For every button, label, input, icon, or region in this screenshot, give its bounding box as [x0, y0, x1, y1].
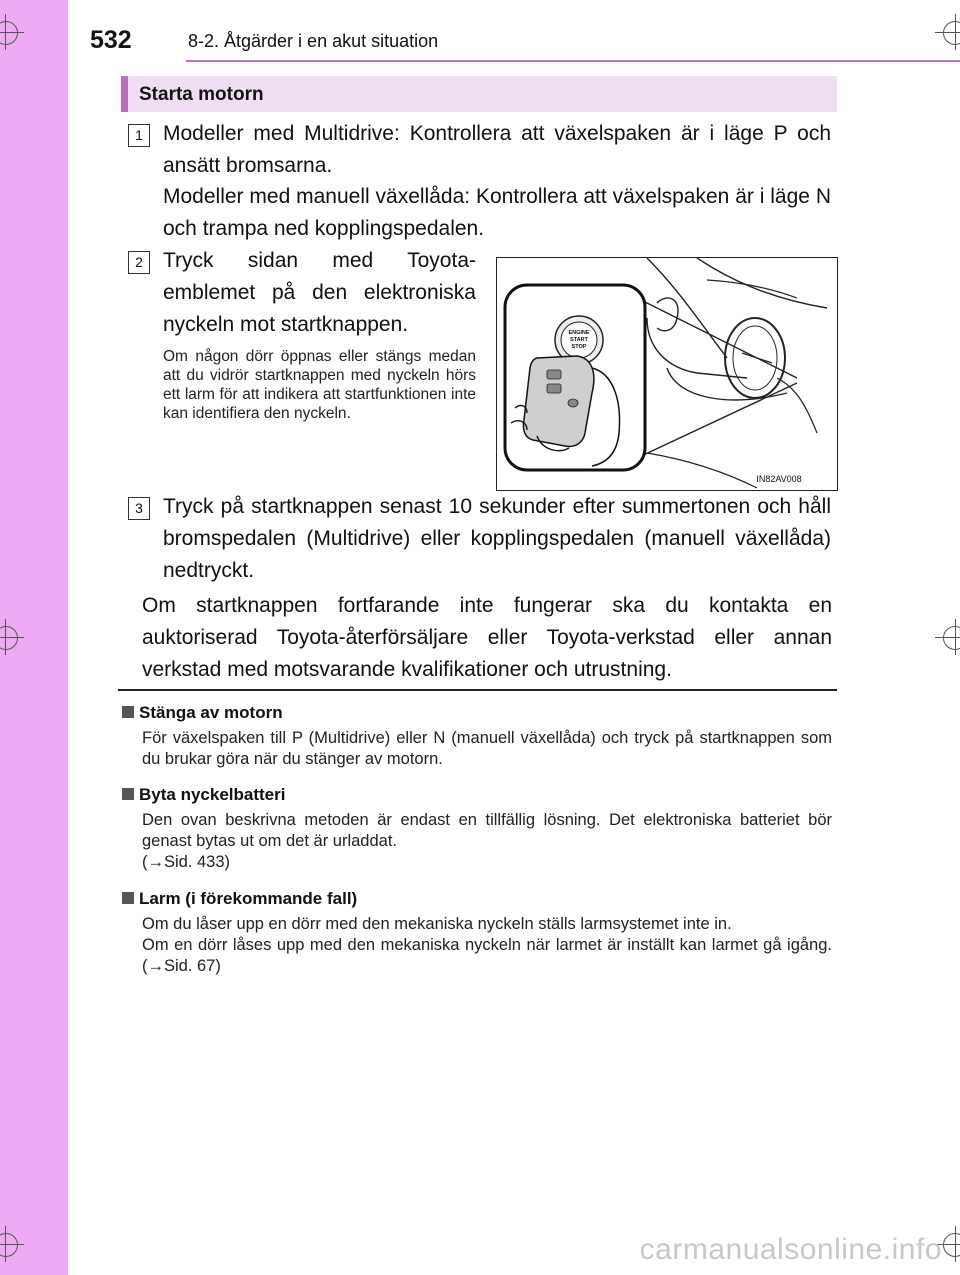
info-body: Om du låser upp en dörr med den mekaniska nyckeln ställs larmsystemet inte in.: [142, 915, 732, 933]
step-1-line-1: Modeller med Multidrive: Kontrollera att växelspaken är i läge P och ansätt bromsarna.: [163, 122, 831, 177]
crop-mark: [943, 1233, 960, 1257]
info-body-2: Om en dörr låses upp med den mekaniska nyckeln när larmet är inställt kan larmet gå igång. (→Sid. 67): [142, 936, 832, 975]
subheading-accent: [121, 76, 128, 112]
bullet-square-icon: [122, 706, 134, 718]
info-title: Larm (i förekommande fall): [139, 889, 358, 908]
button-text-engine: ENGINE: [568, 330, 590, 336]
button-text-stop: STOP: [571, 344, 587, 350]
step-number-1: 1: [128, 124, 150, 147]
bullet-square-icon: [122, 892, 134, 904]
info-stop-engine: [122, 702, 832, 770]
section-divider: [118, 689, 837, 691]
after-steps-paragraph: Om startknappen fortfarande inte fungerar ska du kontakta en auktoriserad Toyota-återförsäljare eller Toyota-verkstad eller annan verkstad med motsvarande kvalifikationer och utrustning.: [142, 594, 832, 681]
bullet-square-icon: [122, 788, 134, 800]
watermark: carmanualsonline.info: [639, 1233, 942, 1266]
page-header: [68, 18, 960, 62]
info-page-ref: (→Sid. 433): [142, 853, 231, 871]
info-alarm: [122, 888, 832, 977]
header-rule: [186, 60, 960, 62]
step-3-text: Tryck på startknappen senast 10 sekunder efter summertonen och håll bromspedalen (Multidrive) eller kopplingspedalen (manuell växellåda) nedtryckt.: [163, 495, 831, 582]
button-text-start: START: [570, 337, 588, 343]
section-title: 8-2. Åtgärder i en akut situation: [188, 31, 439, 51]
info-body: Den ovan beskrivna metoden är endast en tillfällig lösning. Det elektroniska batteriet bör genast bytas ut om det är urladdat.: [142, 811, 832, 850]
step-1-line-2: Modeller med manuell växellåda: Kontrollera att växelspaken är i läge N och trampa ned kopplingspedalen.: [163, 185, 831, 240]
key-to-start-button-illustration: [496, 257, 838, 491]
info-title: Stänga av motorn: [139, 703, 283, 722]
page-number: 532: [90, 26, 132, 54]
step-2-note: Om någon dörr öppnas eller stängs medan att du vidrör startknappen med nyckeln hörs ett larm för att indikera att startfunktionen inte kan identifiera den nyckeln.: [163, 348, 476, 422]
step-number-2: 2: [128, 251, 150, 274]
crop-mark: [943, 626, 960, 650]
info-body: För växelspaken till P (Multidrive) eller N (manuell växellåda) och tryck på startknappen som du brukar göra när du stänger av motorn.: [142, 729, 832, 768]
step-number-3: 3: [128, 497, 150, 520]
figure-code: IN82AV008: [756, 474, 802, 484]
step-2-text: Tryck sidan med Toyota-emblemet på den elektroniska nyckeln mot startknappen.: [163, 249, 476, 336]
info-title: Byta nyckelbatteri: [139, 785, 286, 804]
info-key-battery: [122, 784, 832, 873]
subheading-bar: [121, 76, 837, 112]
subheading-title: Starta motorn: [139, 84, 264, 105]
